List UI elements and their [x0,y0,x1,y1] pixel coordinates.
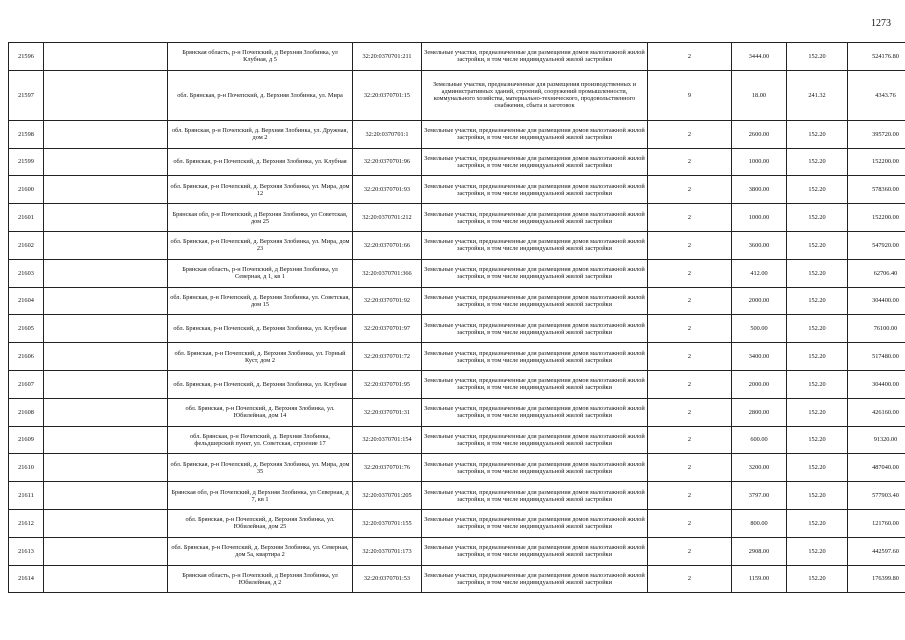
table-row [9,70,905,120]
table-row [9,565,905,593]
use-group-cell: 2 [648,120,732,148]
land-use-cell: Земельные участки, предназначенные для размещения домов малоэтажной жилой застройки, в том числе индивидуальной жилой застройки [422,120,648,148]
cadastral-value-cell: 76100.00 [848,315,905,343]
use-group-cell: 2 [648,398,732,426]
use-group-cell: 2 [648,231,732,259]
row-id-cell: 21604 [9,287,44,315]
use-group-cell: 2 [648,370,732,398]
area-cell: 2908.00 [732,537,787,565]
cadastral-value-cell: 578360.00 [848,176,905,204]
address-cell: обл. Брянская, р-н Почепский, д. Верхняя Злобинка, ул. Мира, дом 23 [168,231,353,259]
land-use-cell: Земельные участки, предназначенные для размещения домов малоэтажной жилой застройки, в том числе индивидуальной жилой застройки [422,426,648,454]
cadastral-value-cell: 426160.00 [848,398,905,426]
table-row [9,343,905,371]
address-cell: обл. Брянская, р-н Почепский, д. Верхняя Злобинка, ул. Дружная, дом 2 [168,120,353,148]
use-group-cell: 2 [648,454,732,482]
address-cell: Брянская область, р-н Почепский, д Верхняя Злобинка, ул Северная, д 1, кв 1 [168,259,353,287]
cadastral-value-cell: 487040.00 [848,454,905,482]
empty-cell [44,370,168,398]
row-id-cell: 21614 [9,565,44,593]
use-group-cell: 2 [648,148,732,176]
specific-value-cell: 152.20 [787,204,848,232]
empty-cell [44,204,168,232]
cadastral-number-cell: 32:20:0370701:97 [353,315,422,343]
address-cell: обл. Брянская, р-н Почепский, д. Верхняя Злобинка, ул. Клубная [168,148,353,176]
area-cell: 500.00 [732,315,787,343]
cadastral-value-cell: 304400.00 [848,370,905,398]
table-row [9,370,905,398]
row-id-cell: 21599 [9,148,44,176]
area-cell: 3797.00 [732,482,787,510]
address-cell: обл. Брянская, р-н Почепский, д. Верхняя Злобинка, ул. Горный Куст, дом 2 [168,343,353,371]
address-cell: Брянская область, р-н Почепский, д Верхняя Злобинка, ул Клубная, д 5 [168,43,353,71]
cadastral-number-cell: 32:20:0370701:31 [353,398,422,426]
specific-value-cell: 152.20 [787,343,848,371]
address-cell: Брянская обл, р-н Почепский, д Верхняя Злобинка, ул Советская, дом 25 [168,204,353,232]
empty-cell [44,398,168,426]
address-cell: обл. Брянская, р-н Почепский, д. Верхняя Злобинка, ул. Мира, дом 12 [168,176,353,204]
cadastral-value-cell: 91320.00 [848,426,905,454]
page-number: 1273 [871,18,891,29]
specific-value-cell: 152.20 [787,426,848,454]
cadastral-number-cell: 32:20:0370701:93 [353,176,422,204]
address-cell: обл. Брянская, р-н Почепский, д. Верхняя Злобинка, ул. Северная, дом 5а, квартира 2 [168,537,353,565]
table-row [9,426,905,454]
area-cell: 1000.00 [732,148,787,176]
row-id-cell: 21597 [9,70,44,120]
cadastral-number-cell: 32:20:0370701:92 [353,287,422,315]
row-id-cell: 21610 [9,454,44,482]
specific-value-cell: 152.20 [787,537,848,565]
address-cell: Брянская обл, р-н Почепский, д Верхняя Злобинка, ул Северная, д 7, кв 1 [168,482,353,510]
empty-cell [44,343,168,371]
row-id-cell: 21605 [9,315,44,343]
cadastral-value-cell: 176399.80 [848,565,905,593]
empty-cell [44,120,168,148]
table-body [9,43,905,593]
specific-value-cell: 152.20 [787,454,848,482]
land-use-cell: Земельные участки, предназначенные для размещения домов малоэтажной жилой застройки, в том числе индивидуальной жилой застройки [422,148,648,176]
address-cell: обл. Брянская, р-н Почепский, д. Верхняя Злобинка, ул. Клубная [168,370,353,398]
row-id-cell: 21602 [9,231,44,259]
cadastral-number-cell: 32:20:0370701:53 [353,565,422,593]
cadastral-value-cell: 395720.00 [848,120,905,148]
address-cell: обл. Брянская, р-н Почепский, д. Верхняя Злобинка, ул. Мира [168,70,353,120]
land-use-cell: Земельные участки, предназначенные для размещения домов малоэтажной жилой застройки, в том числе индивидуальной жилой застройки [422,565,648,593]
empty-cell [44,70,168,120]
use-group-cell: 2 [648,565,732,593]
row-id-cell: 21609 [9,426,44,454]
area-cell: 2000.00 [732,287,787,315]
row-id-cell: 21613 [9,537,44,565]
row-id-cell: 21612 [9,509,44,537]
row-id-cell: 21598 [9,120,44,148]
cadastral-number-cell: 32:20:0370701:154 [353,426,422,454]
use-group-cell: 2 [648,43,732,71]
land-use-cell: Земельные участки, предназначенные для размещения домов малоэтажной жилой застройки, в том числе индивидуальной жилой застройки [422,343,648,371]
area-cell: 3800.00 [732,176,787,204]
use-group-cell: 2 [648,259,732,287]
cadastral-value-cell: 517480.00 [848,343,905,371]
empty-cell [44,565,168,593]
use-group-cell: 2 [648,426,732,454]
address-cell: обл. Брянская, р-н Почепский, д. Верхняя Злобинка, ул. Клубная [168,315,353,343]
specific-value-cell: 152.20 [787,509,848,537]
land-use-cell: Земельные участки, предназначенные для размещения домов малоэтажной жилой застройки, в том числе индивидуальной жилой застройки [422,204,648,232]
empty-cell [44,454,168,482]
cadastral-value-cell: 4343.76 [848,70,905,120]
address-cell: обл. Брянская, р-н Почепский, д. Верхняя Злобинка, фельдшерский пункт, ул. Советская, строение 17 [168,426,353,454]
cadastral-number-cell: 32:20:0370701:205 [353,482,422,510]
row-id-cell: 21608 [9,398,44,426]
cadastral-value-cell: 62706.40 [848,259,905,287]
area-cell: 3600.00 [732,231,787,259]
table-row [9,537,905,565]
table-row [9,148,905,176]
use-group-cell: 2 [648,343,732,371]
address-cell: обл. Брянская, р-н Почепский, д. Верхняя Злобинка, ул. Мира, дом 35 [168,454,353,482]
area-cell: 2800.00 [732,398,787,426]
area-cell: 3200.00 [732,454,787,482]
land-use-cell: Земельные участки, предназначенные для размещения домов малоэтажной жилой застройки, в том числе индивидуальной жилой застройки [422,259,648,287]
use-group-cell: 2 [648,315,732,343]
cadastral-value-cell: 442597.60 [848,537,905,565]
cadastral-value-cell: 304400.00 [848,287,905,315]
area-cell: 2000.00 [732,370,787,398]
cadastral-number-cell: 32:20:0370701:173 [353,537,422,565]
land-use-cell: Земельные участки, предназначенные для размещения домов малоэтажной жилой застройки, в том числе индивидуальной жилой застройки [422,398,648,426]
row-id-cell: 21606 [9,343,44,371]
cadastral-value-cell: 524176.80 [848,43,905,71]
cadastral-value-table [8,42,905,593]
empty-cell [44,259,168,287]
address-cell: Брянская область, р-н Почепский, д Верхняя Злобинка, ул Юбилейная, д 2 [168,565,353,593]
use-group-cell: 2 [648,509,732,537]
empty-cell [44,148,168,176]
table-row [9,176,905,204]
address-cell: обл. Брянская, р-н Почепский, д. Верхняя Злобинка, ул. Советская, дом 15 [168,287,353,315]
row-id-cell: 21601 [9,204,44,232]
row-id-cell: 21607 [9,370,44,398]
specific-value-cell: 152.20 [787,565,848,593]
area-cell: 3400.00 [732,343,787,371]
table-row [9,204,905,232]
row-id-cell: 21600 [9,176,44,204]
empty-cell [44,287,168,315]
area-cell: 600.00 [732,426,787,454]
table-row [9,315,905,343]
cadastral-number-cell: 32:20:0370701:155 [353,509,422,537]
table-row [9,509,905,537]
specific-value-cell: 152.20 [787,120,848,148]
empty-cell [44,315,168,343]
specific-value-cell: 152.20 [787,370,848,398]
empty-cell [44,482,168,510]
address-cell: обл. Брянская, р-н Почепский, д. Верхняя Злобинка, ул. Юбилейная, дом 25 [168,509,353,537]
use-group-cell: 2 [648,482,732,510]
area-cell: 2600.00 [732,120,787,148]
specific-value-cell: 152.20 [787,315,848,343]
use-group-cell: 9 [648,70,732,120]
land-use-cell: Земельные участки, предназначенные для размещения домов малоэтажной жилой застройки, в том числе индивидуальной жилой застройки [422,370,648,398]
address-cell: обл. Брянская, р-н Почепский, д. Верхняя Злобинка, ул. Юбилейная, дом 14 [168,398,353,426]
empty-cell [44,231,168,259]
empty-cell [44,537,168,565]
cadastral-number-cell: 32:20:0370701:211 [353,43,422,71]
empty-cell [44,509,168,537]
cadastral-value-cell: 152200.00 [848,148,905,176]
cadastral-number-cell: 32:20:0370701:212 [353,204,422,232]
cadastral-number-cell: 32:20:0370701:72 [353,343,422,371]
land-use-cell: Земельные участки, предназначенные для размещения домов малоэтажной жилой застройки, в том числе индивидуальной жилой застройки [422,537,648,565]
cadastral-value-cell: 152200.00 [848,204,905,232]
land-use-cell: Земельные участки, предназначенные для размещения производственных и административных зданий, строений, сооружений промышленности, коммунального хозяйства, материально-технического, продовольственного снабжения, сбыта и заготовок [422,70,648,120]
table-row [9,454,905,482]
cadastral-number-cell: 32:20:0370701:366 [353,259,422,287]
specific-value-cell: 152.20 [787,259,848,287]
cadastral-number-cell: 32:20:0370701:15 [353,70,422,120]
use-group-cell: 2 [648,176,732,204]
cadastral-number-cell: 32:20:0370701:95 [353,370,422,398]
cadastral-number-cell: 32:20:0370701:1 [353,120,422,148]
row-id-cell: 21611 [9,482,44,510]
empty-cell [44,426,168,454]
table-row [9,287,905,315]
use-group-cell: 2 [648,537,732,565]
land-use-cell: Земельные участки, предназначенные для размещения домов малоэтажной жилой застройки, в том числе индивидуальной жилой застройки [422,43,648,71]
area-cell: 1000.00 [732,204,787,232]
row-id-cell: 21596 [9,43,44,71]
land-use-cell: Земельные участки, предназначенные для размещения домов малоэтажной жилой застройки, в том числе индивидуальной жилой застройки [422,482,648,510]
area-cell: 412.00 [732,259,787,287]
table-row [9,482,905,510]
use-group-cell: 2 [648,287,732,315]
area-cell: 1159.00 [732,565,787,593]
cadastral-number-cell: 32:20:0370701:96 [353,148,422,176]
empty-cell [44,43,168,71]
land-use-cell: Земельные участки, предназначенные для размещения домов малоэтажной жилой застройки, в том числе индивидуальной жилой застройки [422,509,648,537]
specific-value-cell: 152.20 [787,148,848,176]
table-row [9,398,905,426]
specific-value-cell: 152.20 [787,287,848,315]
area-cell: 3444.00 [732,43,787,71]
specific-value-cell: 152.20 [787,231,848,259]
table-row [9,120,905,148]
land-use-cell: Земельные участки, предназначенные для размещения домов малоэтажной жилой застройки, в том числе индивидуальной жилой застройки [422,287,648,315]
table-row [9,43,905,71]
cadastral-number-cell: 32:20:0370701:66 [353,231,422,259]
specific-value-cell: 152.20 [787,482,848,510]
land-use-cell: Земельные участки, предназначенные для размещения домов малоэтажной жилой застройки, в том числе индивидуальной жилой застройки [422,176,648,204]
land-use-cell: Земельные участки, предназначенные для размещения домов малоэтажной жилой застройки, в том числе индивидуальной жилой застройки [422,315,648,343]
area-cell: 800.00 [732,509,787,537]
area-cell: 18.00 [732,70,787,120]
land-use-cell: Земельные участки, предназначенные для размещения домов малоэтажной жилой застройки, в том числе индивидуальной жилой застройки [422,454,648,482]
cadastral-value-cell: 121760.00 [848,509,905,537]
empty-cell [44,176,168,204]
table-row [9,231,905,259]
specific-value-cell: 152.20 [787,43,848,71]
specific-value-cell: 152.20 [787,398,848,426]
specific-value-cell: 241.32 [787,70,848,120]
specific-value-cell: 152.20 [787,176,848,204]
land-use-cell: Земельные участки, предназначенные для размещения домов малоэтажной жилой застройки, в том числе индивидуальной жилой застройки [422,231,648,259]
cadastral-value-cell: 547920.00 [848,231,905,259]
cadastral-value-cell: 577903.40 [848,482,905,510]
cadastral-number-cell: 32:20:0370701:76 [353,454,422,482]
use-group-cell: 2 [648,204,732,232]
table-row [9,259,905,287]
row-id-cell: 21603 [9,259,44,287]
